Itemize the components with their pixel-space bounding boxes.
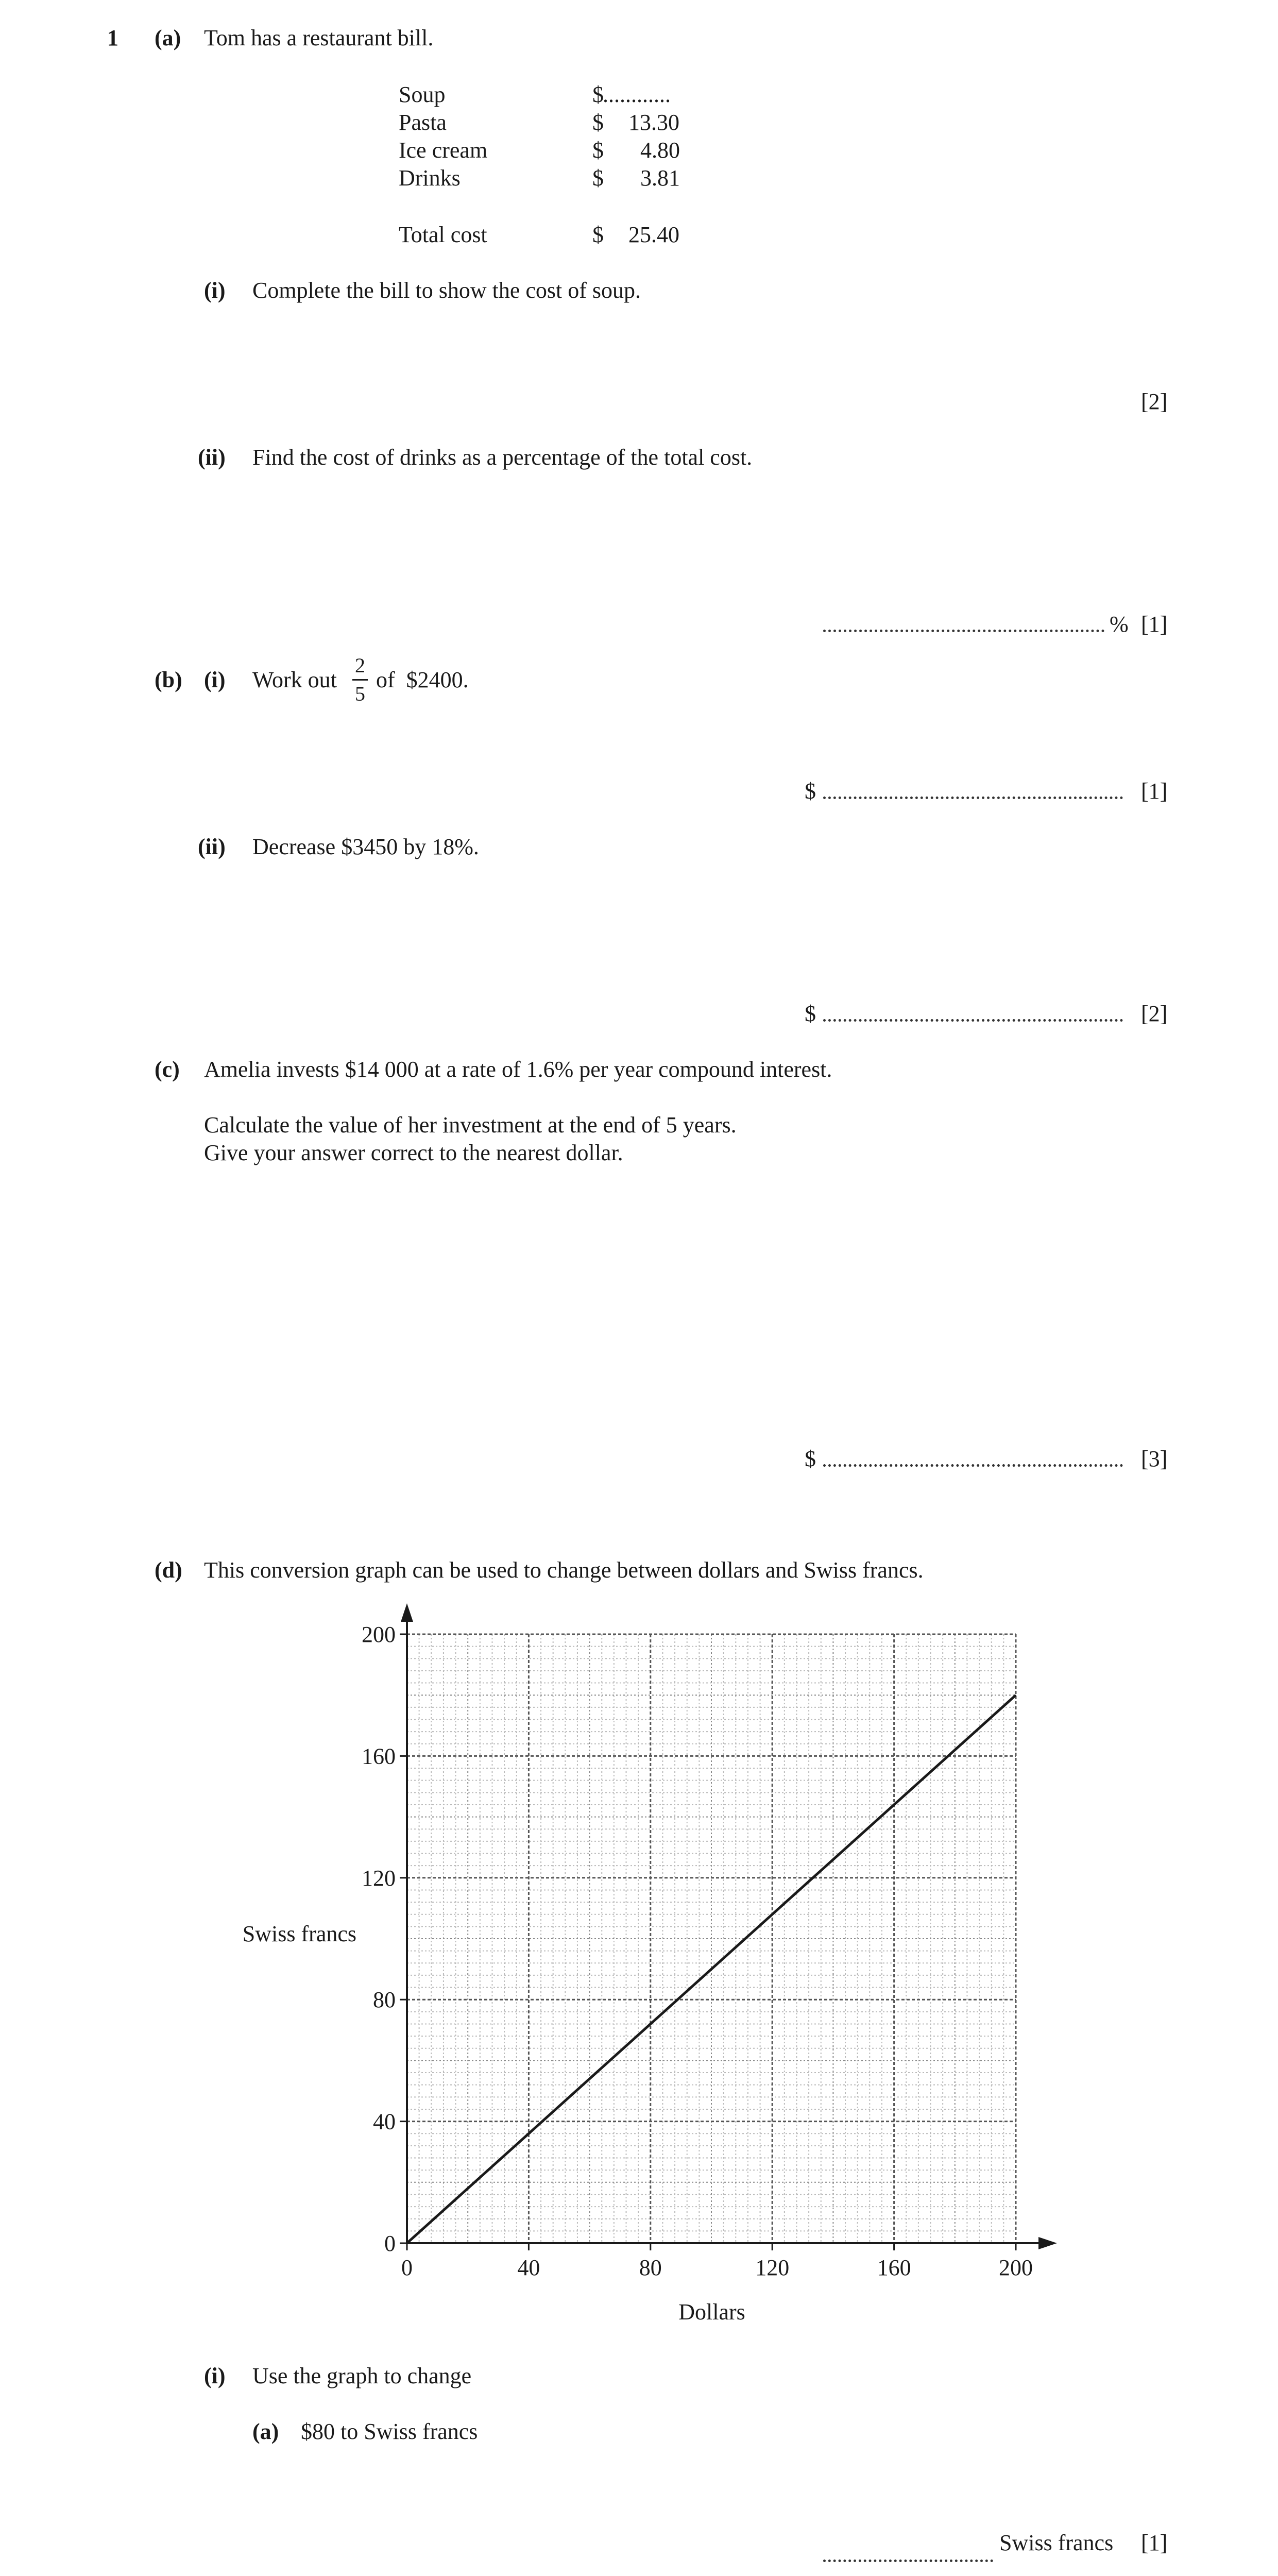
bill-total-amount: 25.40	[628, 222, 679, 247]
part-b-i-label: (i)	[204, 667, 226, 692]
x-tick-label: 160	[877, 2255, 911, 2280]
part-b-ii-text: Decrease $3450 by 18%.	[252, 834, 479, 859]
bill-currency: $	[592, 82, 604, 107]
part-b-label: (b)	[155, 667, 182, 692]
marks: [2]	[1141, 1001, 1168, 1026]
part-c-line2: Calculate the value of her investment at the end of 5 years.	[204, 1112, 737, 1138]
answer-unit: %	[1110, 612, 1129, 637]
x-tick-label: 200	[999, 2255, 1033, 2280]
part-a-i-text: Complete the bill to show the cost of soup.	[252, 278, 641, 303]
part-d-i-a-text: $80 to Swiss francs	[301, 2419, 478, 2444]
bill-item: Pasta	[399, 110, 447, 135]
fraction-denominator: 5	[355, 682, 365, 705]
y-tick-label: 80	[373, 1987, 396, 2013]
y-tick-label: 160	[362, 1743, 396, 1769]
bill-currency: $	[592, 222, 604, 247]
bill-amount: 3.81	[640, 165, 680, 191]
marks: [1]	[1141, 778, 1168, 804]
x-tick-label: 120	[755, 2255, 790, 2280]
answer-line[interactable]	[823, 2560, 993, 2562]
x-tick-label: 80	[639, 2255, 662, 2280]
marks: [1]	[1141, 2530, 1168, 2555]
part-a-ii-text: Find the cost of drinks as a percentage of the total cost.	[252, 445, 753, 470]
bill-currency: $	[592, 165, 604, 191]
part-d-intro: This conversion graph can be used to change between dollars and Swiss francs.	[204, 1557, 924, 1583]
part-c-line1: Amelia invests $14 000 at a rate of 1.6% per year compound interest.	[204, 1057, 832, 1082]
bill-currency: $	[592, 138, 604, 163]
fraction-numerator: 2	[355, 654, 365, 677]
part-a-i-label: (i)	[204, 278, 226, 303]
bill-item: Drinks	[399, 165, 461, 191]
part-d-i-a-label: (a)	[252, 2419, 279, 2444]
part-d-i-label: (i)	[204, 2363, 226, 2388]
bill-item: Soup	[399, 82, 446, 107]
part-a-intro: Tom has a restaurant bill.	[204, 25, 434, 50]
bill-total-label: Total cost	[399, 222, 487, 247]
part-b-i-post: of $2400.	[376, 667, 469, 692]
part-c-line3: Give your answer correct to the nearest dollar.	[204, 1140, 623, 1165]
question-number: 1	[107, 25, 118, 50]
y-tick-label: 200	[362, 1622, 396, 1647]
y-axis-label: Swiss francs	[242, 1921, 356, 1946]
answer-currency: $	[805, 1446, 816, 1471]
marks: [3]	[1141, 1446, 1168, 1471]
part-d-label: (d)	[155, 1557, 182, 1583]
y-tick-label: 0	[384, 2231, 396, 2256]
part-b-i-pre: Work out	[252, 667, 337, 692]
marks: [2]	[1141, 389, 1168, 414]
answer-currency: $	[805, 1001, 816, 1026]
answer-unit: Swiss francs	[999, 2530, 1114, 2555]
bill-currency: $	[592, 110, 604, 135]
x-tick-label: 40	[517, 2255, 540, 2280]
part-b-ii-label: (ii)	[198, 834, 226, 859]
bill-amount: 13.30	[628, 110, 679, 135]
bill-amount-blank[interactable]: ............	[603, 82, 671, 107]
y-axis-arrow	[401, 1603, 413, 1622]
minor-grid	[407, 1634, 1016, 2243]
part-d-i-text: Use the graph to change	[252, 2363, 472, 2388]
answer-currency: $	[805, 778, 816, 804]
x-axis-label: Dollars	[678, 2299, 745, 2325]
part-c-label: (c)	[155, 1057, 180, 1082]
bill-item: Ice cream	[399, 138, 488, 163]
part-a-label: (a)	[155, 25, 181, 50]
bill-amount: 4.80	[640, 138, 680, 163]
part-a-ii-label: (ii)	[198, 445, 226, 470]
marks: [1]	[1141, 612, 1168, 637]
y-tick-label: 120	[362, 1865, 396, 1891]
y-tick-label: 40	[373, 2109, 396, 2134]
x-tick-label: 0	[401, 2255, 413, 2280]
x-axis-arrow	[1038, 2237, 1057, 2249]
